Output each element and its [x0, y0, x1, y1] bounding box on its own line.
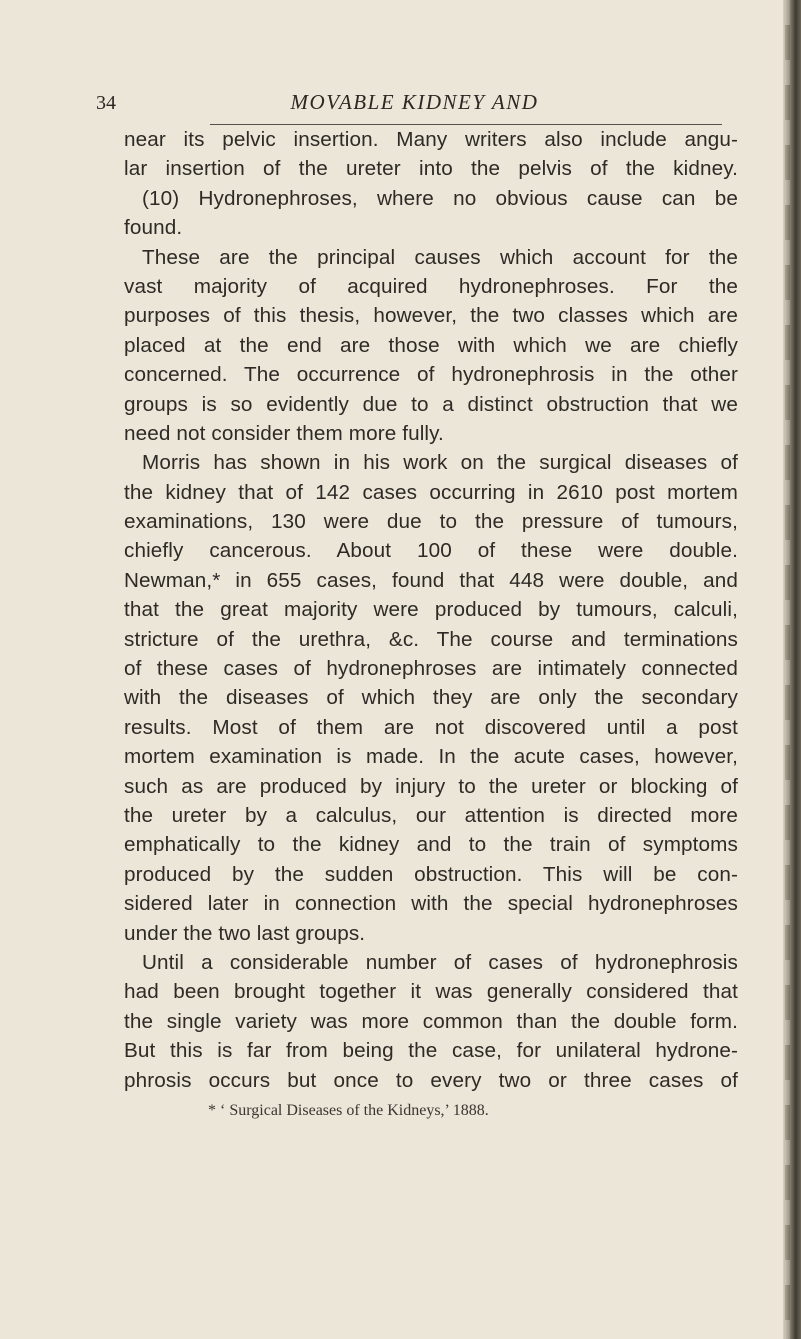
text-line: found. — [124, 216, 183, 240]
page-number: 34 — [96, 92, 116, 114]
text-line: that the great majority were produced by tumours, calculi, — [124, 598, 738, 622]
text-line: produced by the sudden obstruction. This will be con- — [124, 862, 738, 886]
text-line: the kidney that of 142 cases occurring in 2610 post mortem — [124, 480, 738, 504]
text-line: near its pelvic insertion. Many writers also include angu- — [124, 128, 738, 151]
text-line: had been brought together it was generally considered that — [124, 980, 738, 1004]
footnote: * ‘ Surgical Diseases of the Kidneys,’ 1888. — [208, 1102, 489, 1119]
text-line: the ureter by a calculus, our attention is directed more — [124, 803, 738, 827]
text-line: But this is far from being the case, for unilateral hydrone- — [124, 1039, 738, 1063]
text-line: with the diseases of which they are only the secondary — [124, 686, 738, 710]
page-header — [0, 90, 801, 124]
text-line: such as are produced by injury to the ureter or blocking of — [124, 774, 738, 798]
running-head: MOVABLE KIDNEY AND — [290, 90, 539, 114]
text-line: sidered later in connection with the special hydronephroses — [124, 892, 738, 916]
text-line: phrosis occurs but once to every two or three cases of — [124, 1068, 738, 1092]
text-line: under the two last groups. — [124, 921, 366, 945]
page-edge — [783, 0, 801, 1339]
body-text — [124, 125, 738, 1095]
text-line: purposes of this thesis, however, the two classes which are — [124, 304, 738, 328]
text-line: groups is so evidently due to a distinct obstruction that we — [124, 392, 738, 416]
text-line: results. Most of them are not discovered until a post — [124, 715, 738, 739]
text-line: Morris has shown in his work on the surgical diseases of — [142, 451, 738, 475]
text-line: concerned. The occurrence of hydronephrosis in the other — [124, 363, 738, 387]
text-line: vast majority of acquired hydronephroses. For the — [124, 274, 738, 298]
text-line: mortem examination is made. In the acute cases, however, — [124, 745, 738, 769]
text-line: lar insertion of the ureter into the pelvis of the kidney. — [124, 157, 738, 181]
text-line: emphatically to the kidney and to the train of symptoms — [124, 833, 738, 857]
text-line: placed at the end are those with which we are chiefly — [124, 333, 738, 357]
text-line: Newman,* in 655 cases, found that 448 were double, and — [124, 568, 738, 592]
text-line: chiefly cancerous. About 100 of these were double. — [124, 539, 738, 563]
text-line: of these cases of hydronephroses are intimately connected — [124, 657, 738, 681]
text-line: the single variety was more common than the double form. — [124, 1009, 738, 1033]
text-line: examinations, 130 were due to the pressure of tumours, — [124, 510, 738, 534]
text-line: need not consider them more fully. — [124, 421, 444, 445]
text-line: These are the principal causes which account for the — [142, 245, 738, 269]
text-line: Until a considerable number of cases of hydronephrosis — [142, 950, 738, 974]
text-line: (10) Hydronephroses, where no obvious cause can be — [142, 186, 738, 210]
text-line: stricture of the urethra, &c. The course and terminations — [124, 627, 738, 651]
